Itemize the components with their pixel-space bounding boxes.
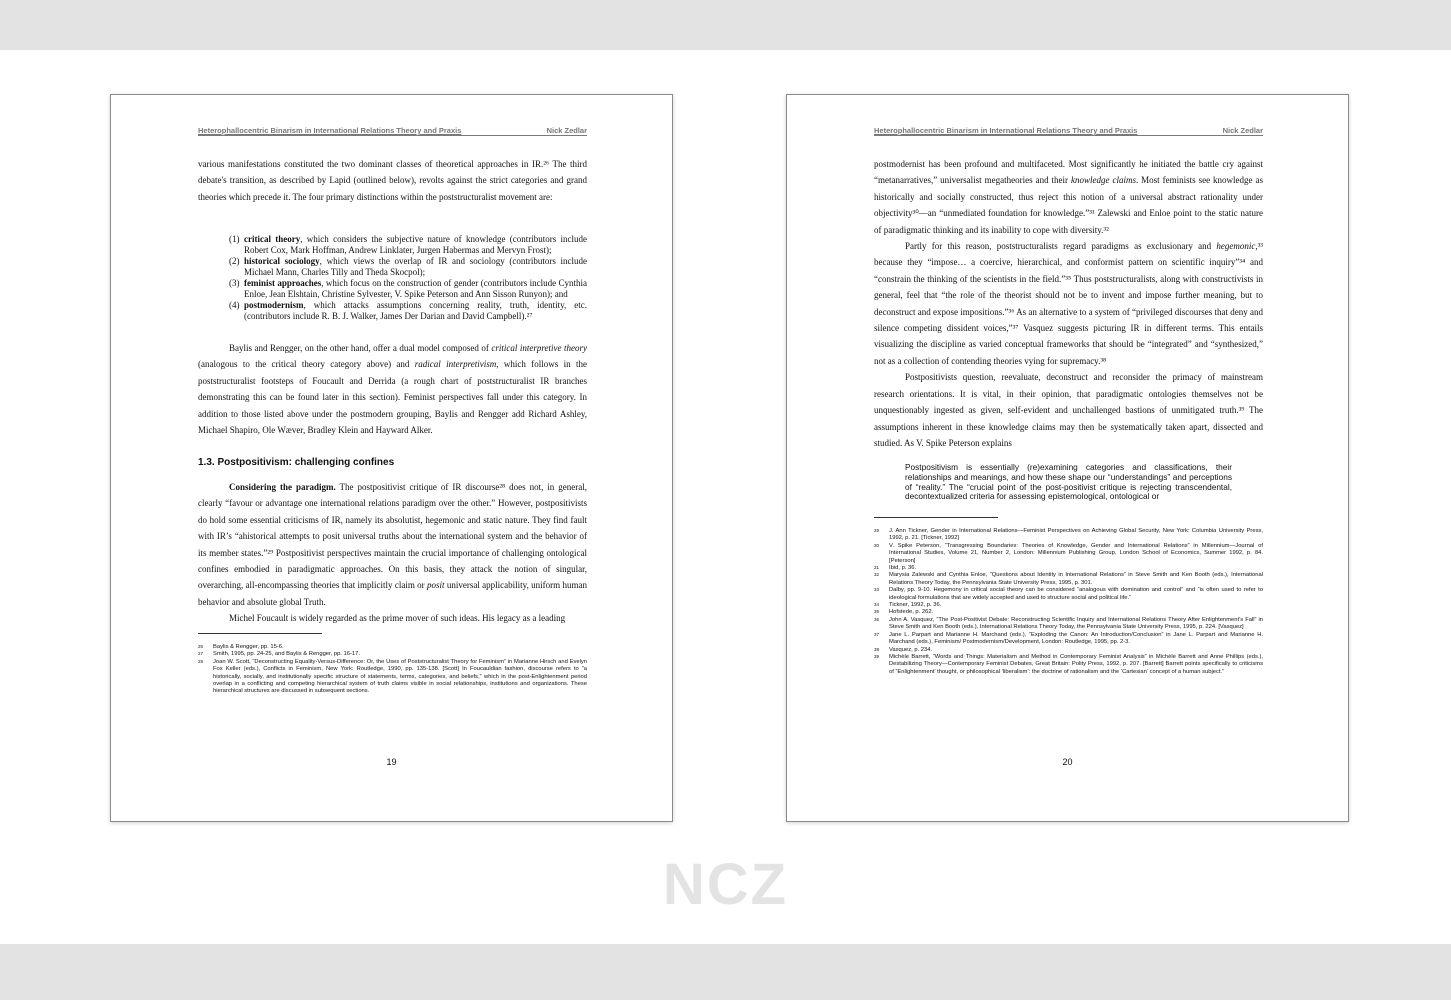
- header-author: Nick Zedlar: [1222, 126, 1263, 135]
- footnote: 30 V. Spike Peterson, “Transgressing Boundaries: Theories of Knowledge, Gender and International Relations” in Millennium—Journal of International Studies, Volume 21, Number 2, London: Millennium Publishing Group, London School of Economics, Summer 1992, p. 84. [Peterson]: [874, 542, 1263, 564]
- running-header: [198, 126, 587, 136]
- block-quote: [905, 463, 1232, 502]
- footnote: 37 Jane L. Parpart and Marianne H. Marchand (eds.), “Exploding the Canon: An Introduction/Conclusion” in Jane L. Parpart and Marianne H. Marchand (eds.), Feminism/ Postmodernism/Development, London: Routledge, 1995, pp. 2-3.: [874, 631, 1263, 646]
- paragraph-paradigm: Considering the paradigm. The postpositivist critique of IR discourse²⁸ does not, in general, clearly “favour or advantage one international relations paradigm over the other.” However, postpositivists do hold some essential criticisms of IR, namely its absolutist, hegemonic and static nature. They find fault with IR’s “ahistorical attempts to posit universal truths about the international system and the behavior of its member states.”²⁹ Postpositivist perspectives maintain the crucial importance of challenging ontological confines embodied in paradigmatic approaches. On this basis, they attack the notion of singular, overarching, all-encompassing theories that implicitly claim or posit universal applicability, uniform human behavior and absolute global Truth.: [198, 482, 587, 607]
- footnote: 29 J. Ann Tickner, Gender in International Relations—Feminist Perspectives on Achieving Global Security, New York: Columbia University Press, 1992, p. 21. [Tickner, 1992]: [874, 528, 1263, 542]
- list-item: (4) postmodernism, which attacks assumptions concerning reality, truth, identity, etc. (contributors include R. B. J. Walker, James Der Darian and David Campbell).²⁷: [229, 300, 587, 321]
- ncz-watermark-logo: NCZ: [662, 852, 789, 917]
- footnote: 31 Ibid, p. 36.: [874, 565, 917, 572]
- paragraph-foucault-continued: postmodernist has been profound and multifaceted. Most significantly he initiated the battle cry against “metanarratives,” universalist megatheories and their knowledge claims. Most feminists see knowledge as historically and socially constructed, thus reject this notion of a universal abstract rationality under objectivity³⁰—an “unmediated foundation for knowledge.”³¹ Zalewski and Enloe point to the static nature of paradigmatic thinking and its inability to cope with diversity.³²: [874, 159, 1264, 235]
- footnote: 26 Baylis & Rengger, pp. 15-6.: [198, 644, 284, 650]
- paragraph-paradigms: Partly for this reason, poststructuralists regard paradigms as exclusionary and hegemonic,³³ because they “impose… a coercive, hierarchical, and conformist pattern on scientific inquiry”³⁴ and “constrain the thinking of the scientists in the field.”³⁵ Thus poststructuralists, along with constructivists in general, feel that “the role of the theorist should not be to invent and impose further meaning, but to deconstruct and expose impositions.”³⁶ As an alternative to a system of “privileged discourses that deny and silence competing dissident voices,”³⁷ Vasquez suggests picturing IR in different terms. This entails visualizing the discipline as varied conceptual frameworks that should be “integrated” and “synthesized,” not as a collection of contending theories vying for supremacy.³⁸: [874, 241, 1263, 366]
- running-header: [874, 126, 1263, 136]
- paragraph-intro: various manifestations constituted the two dominant classes of theoretical approaches in IR.²⁶ The third debate's transition, as described by Lapid (outlined below), revolts against the strict categories and grand theories which precede it. The four primary distinctions within the poststructuralist movement are:: [198, 159, 587, 202]
- paradigm-paragraph-block: [198, 479, 587, 627]
- footnote: 33 Dalby, pp. 9-10. Hegemony in critical social theory can be considered “analogous with domination and control” and “is often used to refer to ideological formulations that are widely accepted and used to structure social and political life.”: [874, 587, 1263, 601]
- paragraph-postpositivists: Postpositivists question, reevaluate, deconstruct and reconsider the primacy of mainstream research orientations. It is vital, in their opinion, that paradigmatic ontologies themselves not be unquestionably ingested as given, self-evident and unchallenged bastions of unmitigated truth.³⁹ The assumptions inherent in these knowledge claims may then be systematically taken apart, dissected and studied. As V. Spike Peterson explains: [874, 372, 1263, 448]
- footnote: 28 Joan W. Scott, “Deconstructing Equality-Versus-Difference: Or, the Uses of Poststructuralist Theory for Feminism” in Marianne Hirsch and Evelyn Fox Keller (eds.), Conflicts in Feminism, New York: Routledge, 1990, pp. 135-138. [Scott] In Foucauldian fashion, discourse refers to “a historically, socially, and institutionally specific structure of statements, terms, categories, and beliefs,” which in the post-Enlightenment period overlap in a conflicting and competing hierarchical system of truth claims visible in social relationships, institutions and organizations. These hierarchical structures are discussed in subsequent sections.: [198, 658, 587, 695]
- footnote: 35 Hofstede, p. 262.: [874, 609, 934, 616]
- paragraph-baylis: Baylis and Rengger, on the other hand, offer a dual model composed of critical interpretive theory (analogous to the critical theory category above) and radical interpretivism, which follows in the poststructuralist footsteps of Foucault and Derrida (a rough chart of poststructuralist IR branches demonstrating this can be found later in this section). Feminist perspectives fall under this category. In addition to those listed above under the postmodern grouping, Baylis and Rengger add Richard Ashley, Michael Shapiro, Ole Wæver, Bradley Klein and Hayward Alker.: [198, 343, 588, 436]
- section-heading: 1.3. Postpositivism: challenging confines: [198, 457, 395, 468]
- list-item: (3) feminist approaches, which focus on the construction of gender (contributors include Cynthia Enloe, Jean Elshtain, Christine Sylvester, V. Spike Peterson and Ann Sisson Runyon); and: [229, 278, 587, 299]
- list-item: (1) critical theory, which considers the subjective nature of knowledge (contributors include Robert Cox, Mark Hoffman, Andrew Linklater, Jurgen Habermas and Mervyn Frost);: [229, 234, 587, 255]
- page-19-body: [198, 156, 587, 205]
- page-number: 20: [1062, 757, 1073, 767]
- header-title: Heterophallocentric Binarism in International Relations Theory and Praxis: [874, 126, 1138, 135]
- paragraph-foucault: Michel Foucault is widely regarded as the prime mover of such ideas. His legacy as a leading: [229, 613, 566, 624]
- footnotes-block: [874, 517, 1263, 676]
- footnote: 38 Vasquez, p. 234.: [874, 646, 933, 653]
- page-number: 19: [386, 757, 397, 767]
- quote-text: Postpositivism is essentially (re)examining categories and classifications, their relationships and meanings, and how these shape our “understandings” and perceptions of “reality.” The “crucial point of the post-positivist critique is rejecting transcendental, decontextualized criteria for assessing epistemological, ontological or: [905, 462, 1232, 502]
- distinctions-list: [198, 234, 587, 322]
- document-page-20: [786, 94, 1349, 822]
- header-title: Heterophallocentric Binarism in International Relations Theory and Praxis: [198, 126, 462, 135]
- footnote: 34 Tickner, 1992, p. 36.: [874, 602, 942, 609]
- section-heading-block: [198, 457, 587, 468]
- footnote: 39 Michèle Barrett, “Words and Things: Materialism and Method in Contemporary Feminist Analysis” in Michèle Barrett and Anne Phillips (eds.), Destabilizing Theory—Contemporary Feminist Debates, Great Britain: Polity Press, 1992, p. 207. [Barrett] Barrett points specifically to criticisms of “Enlightenment’ thought, or philosophical ‘liberalism’: the doctrine of rationalism and the ‘Cartesian’ concept of a human subject.”: [874, 653, 1263, 675]
- top-gray-band: [0, 0, 1451, 50]
- baylis-paragraph-block: [198, 340, 587, 438]
- page-20-body: [874, 156, 1263, 451]
- header-author: Nick Zedlar: [546, 126, 587, 135]
- footnotes-block: [198, 633, 587, 696]
- list-item: (2) historical sociology, which views the overlap of IR and sociology (contributors include Michael Mann, Charles Tilly and Theda Skocpol);: [229, 256, 587, 277]
- document-page-19: [110, 94, 673, 822]
- footnote: 32 Marysia Zalewski and Cynthia Enloe, “Questions about Identity in International Relations” in Steve Smith and Ken Booth (eds.), International Relations Theory Today, the Pennsylvania State University Press, 1995, p. 301.: [874, 572, 1263, 586]
- footnote: 36 John A. Vasquez, “The Post-Positivist Debate: Reconstructing Scientific Inquiry and International Relations Theory After Enlightenment’s Fall” in Steve Smith and Ken Booth (eds.), International Relations Theory Today, the Pennsylvania State University Press, 1995, p. 224. [Vasquez]: [874, 616, 1263, 631]
- distinctions-list-block: [198, 234, 587, 322]
- bottom-gray-band: [0, 944, 1451, 1000]
- footnote: 27 Smith, 1995, pp. 24-25, and Baylis & Rengger, pp. 16-17.: [198, 651, 360, 658]
